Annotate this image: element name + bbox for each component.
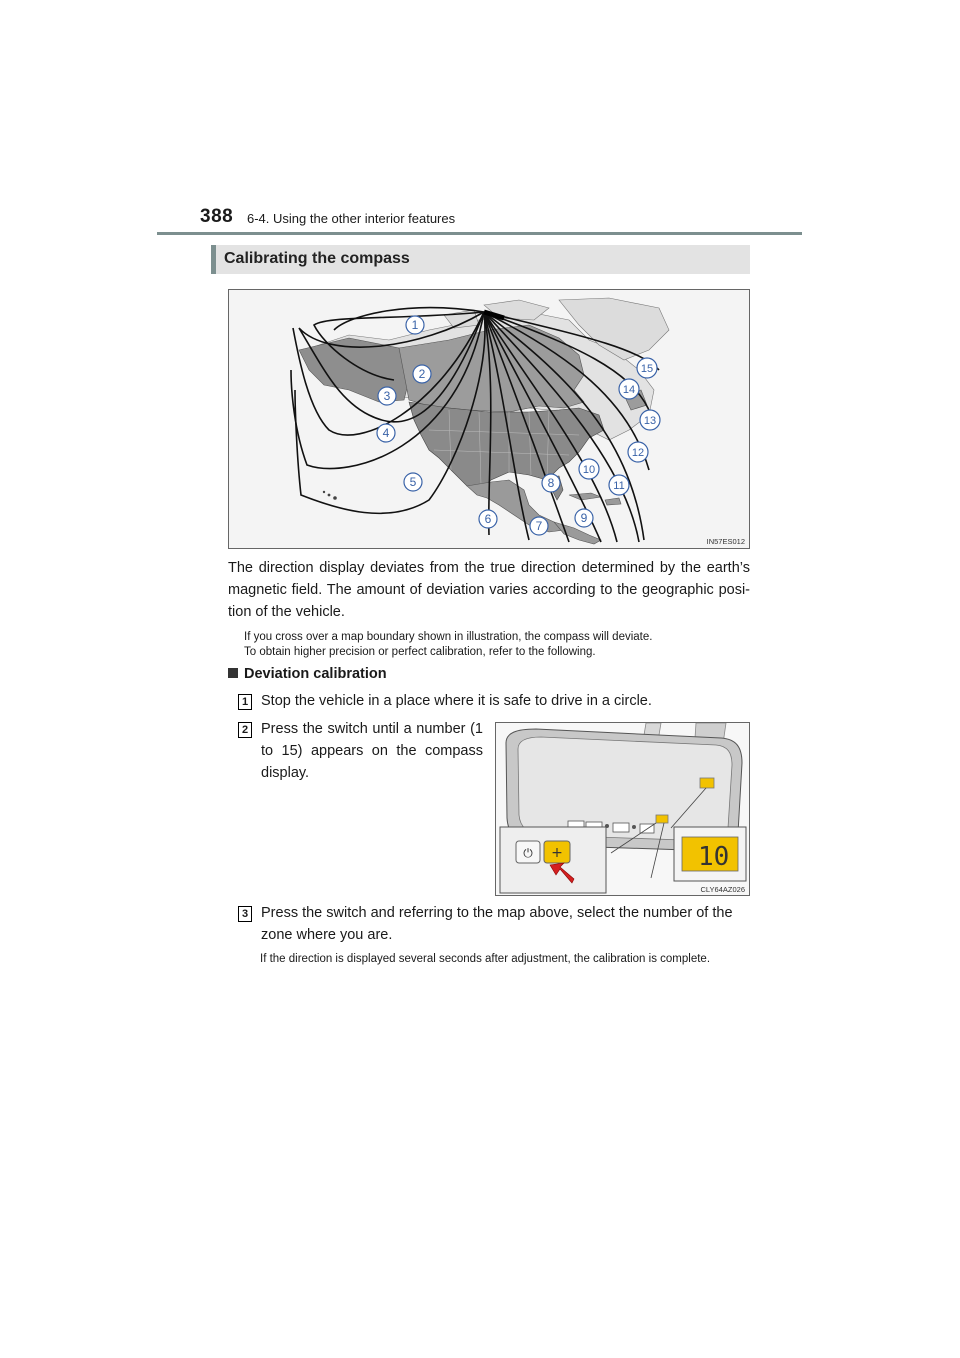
zone-label-14 xyxy=(619,379,639,399)
completion-note: If the direction is displayed several seconds after adjustment, the calibration is complete. xyxy=(260,953,711,965)
step-1-text: Stop the vehicle in a place where it is safe to drive in a circle. xyxy=(261,693,652,709)
zone-label-10 xyxy=(579,459,599,479)
step-2-badge: 2 xyxy=(238,722,252,738)
svg-text:6: 6 xyxy=(484,512,492,526)
zone-label-7 xyxy=(530,517,548,535)
map-figure-code: IN57ES012 xyxy=(706,537,745,546)
svg-text:13: 13 xyxy=(643,415,657,427)
svg-text:11: 11 xyxy=(613,480,625,492)
zone-label-11 xyxy=(609,475,629,495)
svg-text:12: 12 xyxy=(631,447,645,459)
svg-text:10: 10 xyxy=(582,464,596,476)
page-number: 388 xyxy=(200,206,234,227)
svg-text:5: 5 xyxy=(409,475,417,489)
zone-label-9 xyxy=(575,509,593,527)
page-heading: Calibrating the compass xyxy=(224,250,410,267)
zone-label-5 xyxy=(404,473,422,491)
bullet-square-icon xyxy=(228,668,238,678)
svg-text:1: 1 xyxy=(411,318,419,332)
svg-text:7: 7 xyxy=(535,519,543,533)
mirror-figure-code: CLY64AZ026 xyxy=(700,885,745,894)
zone-label-12 xyxy=(628,442,648,462)
svg-text:9: 9 xyxy=(580,511,588,525)
rearview-mirror-drawing xyxy=(496,723,749,895)
map-note xyxy=(244,630,750,660)
svg-text:3: 3 xyxy=(383,389,391,403)
zone-label-15 xyxy=(637,358,657,378)
zone-label-1 xyxy=(406,316,424,334)
svg-text:15: 15 xyxy=(640,363,654,375)
svg-text:8: 8 xyxy=(547,476,555,490)
map-note-line-1: If you cross over a map boundary shown in illustration, the compass will deviate. xyxy=(244,631,653,643)
map-illustration xyxy=(229,290,749,548)
zone-label-3 xyxy=(378,387,396,405)
svg-text:2: 2 xyxy=(418,367,426,381)
deviation-heading xyxy=(228,666,387,682)
zone-label-13 xyxy=(640,410,660,430)
compass-display-value: 10 xyxy=(698,842,730,872)
mirror-illustration xyxy=(495,722,750,896)
svg-text:4: 4 xyxy=(382,426,390,440)
map-note-line-2: To obtain higher precision or perfect calibration, refer to the following. xyxy=(244,646,596,658)
step-1-badge: 1 xyxy=(238,694,252,710)
step-2-text: Press the switch until a number (1 to 15) appears on the compass display. xyxy=(261,721,483,781)
svg-text:14: 14 xyxy=(622,384,636,396)
step-3-text: Press the switch and referring to the map above, select the number of the zone where you are. xyxy=(261,905,733,943)
heading-accent xyxy=(211,245,216,274)
zone-label-4 xyxy=(377,424,395,442)
zone-label-2 xyxy=(413,365,431,383)
intro-paragraph: The direction display deviates from the true direction determined by the earth’s magnetic field. The amount of deviation varies according to the geographic posi-tion of the vehicle. xyxy=(228,560,750,620)
header-rule xyxy=(157,232,802,235)
power-icon: ⏻ xyxy=(523,846,533,860)
zone-label-6 xyxy=(479,510,497,528)
step-3-badge: 3 xyxy=(238,906,252,922)
zone-label-8 xyxy=(542,474,560,492)
compass-zone-map xyxy=(228,289,750,549)
deviation-title: Deviation calibration xyxy=(244,666,387,682)
plus-icon: + xyxy=(551,845,563,861)
section-title: 6-4. Using the other interior features xyxy=(247,211,456,226)
